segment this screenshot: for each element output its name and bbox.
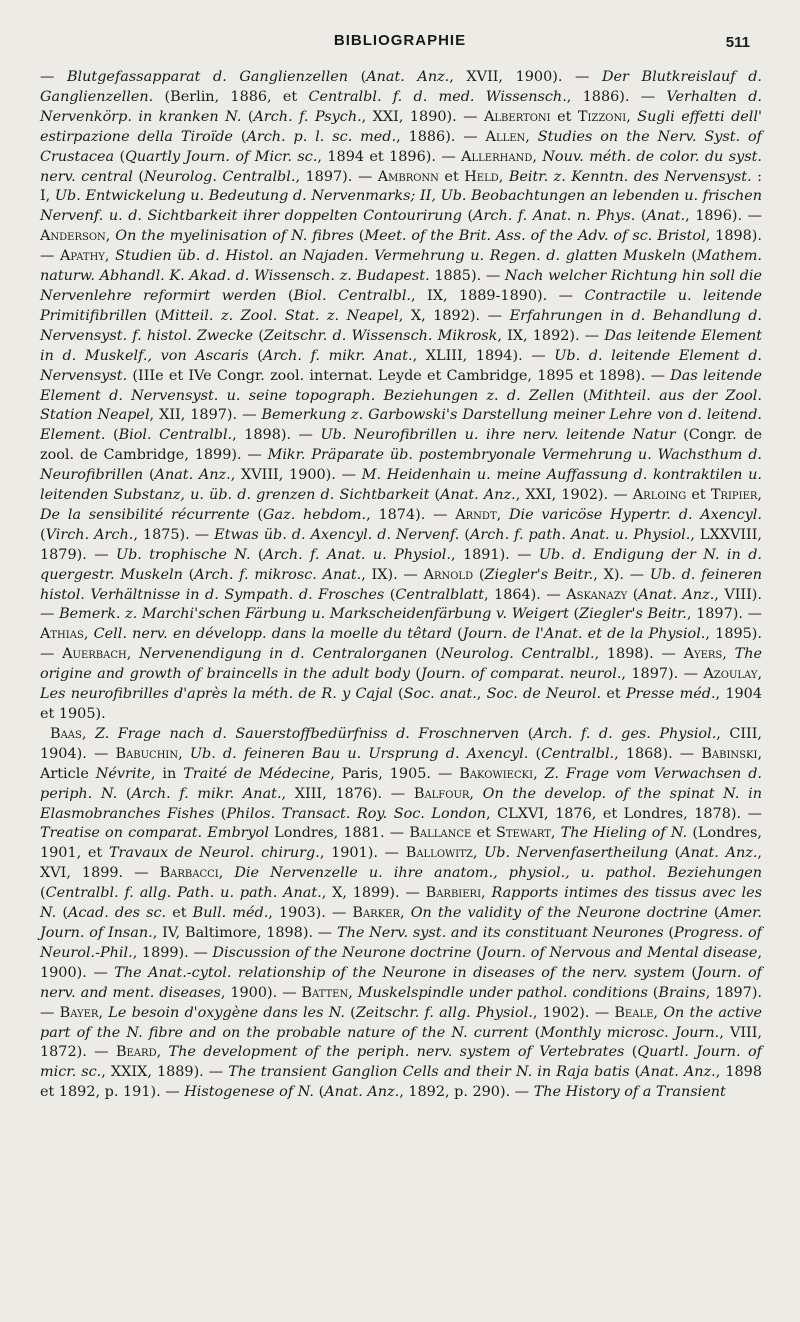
text-segment: ( (314, 1084, 325, 1101)
text-segment: Contractile u. leitende Primitifibrillen (40, 287, 762, 324)
text-segment: Acad. des sc. (67, 905, 167, 922)
text-segment: ( (105, 427, 119, 444)
text-segment: , 1886). — (396, 128, 486, 145)
text-segment: , 1897). — (621, 666, 704, 683)
text-segment: , LXXVIII, 1879). — (40, 526, 762, 563)
text-segment: ( (232, 128, 247, 145)
text-segment: , (476, 686, 487, 703)
text-segment: Le besoin d'oxygène dans les N. (108, 1004, 345, 1021)
text-segment: Mikr. Präparate üb. postembryonale Vermehrung u. Wachsthum d. Neurofibrillen (40, 447, 763, 484)
text-segment: Muskelspindle under pathol. conditions (357, 984, 648, 1001)
text-segment: Blutgefassapparat d. Ganglienzellen (66, 69, 349, 85)
text-segment: Ub. d. feineren histol. Verhältnisse in d. Sympath. d. Frosches (40, 566, 763, 603)
text-segment: Beard (115, 1044, 157, 1061)
text-segment: Brains (658, 984, 706, 1001)
text-segment: : I, (40, 168, 762, 205)
text-segment: , (400, 905, 411, 922)
text-segment: ( (276, 287, 294, 304)
text-segment: , 1895). — (40, 626, 762, 663)
text-segment: , 1904 et 1905). (40, 686, 762, 722)
text-segment: et IV (163, 367, 204, 384)
text-segment: , 1875). — (133, 526, 215, 543)
text-segment: Batten (301, 984, 349, 1001)
text-segment: (Berlin, 1886, et (153, 88, 309, 105)
text-segment: Nervenendigung in d. Centralorganen (139, 646, 428, 663)
text-segment: Z. Frage nach d. Sauerstoffbedürfniss d. Froschnerven (94, 725, 520, 742)
text-segment: Zeitschr. d. Wissensch. Mikrosk (263, 327, 498, 344)
text-segment: Soc. anat. (403, 686, 477, 703)
text-segment: Journ. of comparat. neurol. (421, 666, 622, 683)
text-segment: ( (427, 646, 441, 663)
text-segment: , (722, 646, 735, 663)
text-segment: Biol. Centralbl. (118, 427, 233, 444)
text-segment: , in (150, 765, 184, 782)
text-segment: Allerhand (461, 148, 533, 165)
text-segment: Arch. f. mikr. Anat. (262, 347, 413, 364)
text-segment: Mathem. naturw. Abhandl. K. Akad. d. Wissensch. z. Budapest. (40, 248, 762, 285)
text-segment: ( (461, 208, 474, 225)
text-segment: Quartl. Journ. of micr. sc. (40, 1044, 762, 1081)
text-segment: ( (629, 1064, 641, 1081)
text-segment: Arch. f. path. Anat. u. Physiol. (469, 526, 691, 543)
text-segment: , XXI, 1890). — (361, 108, 485, 125)
text-segment: , 1886). — (566, 88, 667, 105)
text-segment: ( (574, 387, 589, 404)
text-segment: Mitteil. z. Zool. Stat. z. Neapel (160, 307, 399, 324)
text-segment: ( (241, 108, 254, 125)
text-segment: Treatise on comparat. Embryol (40, 825, 269, 842)
text-segment: Ub. trophische N. (115, 546, 251, 563)
text-segment: , (653, 1004, 664, 1021)
text-segment: Ayers (683, 646, 723, 663)
text-segment: ( (635, 208, 647, 225)
text-segment: Barbacci (159, 865, 219, 882)
text-segment: Progress. of Neurol.-Phil. (40, 924, 762, 961)
text-segment: Discussion of the Neurone doctrine (212, 944, 472, 961)
text-segment: , 1897). — (686, 606, 762, 623)
bibliography-paragraph-a (40, 68, 762, 725)
text-segment: Ub. d. feineren Bau u. Ursprung d. Axencyl. (189, 745, 529, 762)
text-segment: Neurolog. Centralbl. (440, 646, 595, 663)
text-segment: Bemerkung z. Garbowski's Darstellung meiner Lehre von d. leitend. Element. (40, 407, 762, 444)
text-segment: , 1864). — (483, 586, 567, 603)
text-segment: , IX). — (361, 566, 424, 583)
text-segment: The History of a Transient (533, 1084, 726, 1101)
text-segment: ( (348, 69, 367, 85)
text-segment: , (156, 1044, 169, 1061)
text-segment: Ziegler's Beitr. (484, 566, 594, 583)
bibliography-body (40, 68, 762, 1103)
text-segment: , XVII, 1900). — (449, 69, 602, 85)
text-segment: Journ. of nerv. and ment. diseases (40, 964, 762, 1001)
text-segment: ( (624, 1044, 638, 1061)
text-segment: Arndt (455, 506, 497, 523)
text-segment: , X). — (593, 566, 650, 583)
text-segment: Rapports intimes des tissus avec les N. (40, 885, 762, 922)
text-segment: Travaux de Neurol. chirurg. (108, 845, 320, 862)
text-segment: Arch. f. mikrosc. Anat. (194, 566, 362, 583)
text-segment: , 1898). — (40, 228, 762, 265)
text-segment: , 1894 et 1896). — (317, 148, 462, 165)
text-segment: Auerbach (62, 646, 127, 663)
text-segment: , (496, 506, 509, 523)
text-segment: Beitr. z. Kenntn. des Nervensyst. (508, 168, 752, 185)
text-segment: ( (56, 905, 68, 922)
text-segment: ( (182, 566, 195, 583)
text-segment: On the develop. of the spinat N. in Elasmobranches Fishes (40, 785, 762, 822)
bibliography-paragraph-b (40, 725, 762, 1103)
text-segment: ( (147, 307, 161, 324)
text-segment: Journ. of Nervous and Mental disease (481, 944, 758, 961)
text-segment: Centralbl. f. allg. Path. u. path. Anat. (45, 885, 322, 902)
text-segment: , IX, 1889-1890). — (411, 287, 585, 304)
text-segment: ( (685, 248, 697, 265)
text-segment: Neurolog. Centralbl. (143, 168, 296, 185)
text-segment: On the active part of the N. fibre and on the probable nature of the N. current (40, 1004, 762, 1041)
text-segment: , (83, 626, 94, 643)
text-segment: — (40, 69, 67, 85)
text-segment: (III (127, 367, 156, 384)
text-segment: Meet. of the Brit. Ass. of the Adv. of sc. Bristol (364, 228, 706, 245)
text-segment: Ub. d. leitende Element d. Nervensyst. (40, 347, 762, 384)
text-segment: , XIII, 1876). — (281, 785, 414, 802)
text-segment: Arch. f. mikr. Anat. (131, 785, 282, 802)
text-segment: ( (707, 905, 720, 922)
text-segment: ( (40, 526, 46, 543)
text-segment: e (203, 367, 212, 384)
text-segment: , (757, 487, 762, 504)
text-segment: Zeitschr. f. allg. Physiol. (355, 1004, 533, 1021)
text-segment: (Congr. de zool. de Cambridge, 1899). — (40, 427, 762, 464)
text-segment: , XLIII, 1894). — (412, 347, 555, 364)
text-segment: Anderson (40, 228, 106, 245)
text-segment: Anat. Anz. (440, 487, 516, 504)
text-segment: Ub. Neurofibrillen u. ihre nerv. leitende Natur (320, 427, 676, 444)
text-segment: , (757, 666, 763, 683)
text-segment: Barker (352, 905, 401, 922)
text-segment: , (98, 1004, 109, 1021)
text-segment: , 1900). — (220, 984, 302, 1001)
text-segment: Nouv. méth. de color. du syst. nerv. central (40, 148, 762, 185)
text-segment: ( (684, 964, 698, 981)
text-segment: , (105, 228, 116, 245)
text-segment: , 1901). — (319, 845, 406, 862)
text-segment: , XXI, 1902). — (515, 487, 633, 504)
text-segment: Les neurofibrilles d'après la méth. de R. y Cajal (40, 686, 393, 703)
text-segment: Anat. Anz. (366, 69, 450, 85)
text-segment: Babinski (701, 745, 758, 762)
text-segment: Die Nervenzelle u. ihre anatom., physiol., u. pathol. Beziehungen (234, 865, 762, 882)
text-segment: , 1897). — (40, 984, 763, 1021)
text-segment: ( (253, 327, 264, 344)
page-number: 511 (725, 34, 750, 51)
text-segment: ( (568, 606, 580, 623)
text-segment: , XVI, 1899. — (40, 845, 762, 882)
text-segment: Arch. f. Anat. n. Phys. (473, 208, 636, 225)
text-segment: Philos. Transact. Roy. Soc. London (226, 805, 487, 822)
text-segment: Anat. Anz. (154, 467, 231, 484)
text-segment: Stewart (496, 825, 551, 842)
text-segment: , VIII, 1872). — (40, 1024, 762, 1061)
text-segment: , (498, 168, 509, 185)
text-segment: Sugli effetti dell' estirpazione della Tiroïde (40, 108, 762, 145)
text-segment: Baas (50, 725, 82, 742)
text-segment: Bemerk. z. Marchi'schen Färbung u. Markscheidenfärbung v. Weigert (59, 606, 569, 623)
text-segment: Arch. f. Anat. u. Physiol. (263, 546, 451, 563)
text-segment: ( (663, 924, 675, 941)
text-segment: Held (464, 168, 499, 185)
text-segment: Mithteil. aus der Zool. Station Neapel (40, 387, 762, 424)
text-segment: , (550, 825, 561, 842)
text-segment: Das leitende Element in d. Muskelf., von Ascaris (40, 327, 763, 364)
text-segment: , 1899). — (132, 944, 213, 961)
text-segment: Monthly microsc. Journ. (540, 1024, 720, 1041)
text-segment: Apathy (60, 248, 105, 265)
text-segment: Traité de Médecine (183, 765, 331, 782)
text-segment: , CLXVI, 1876, et Londres, 1878). — (486, 805, 762, 822)
text-segment: The origine and growth of braincells in the adult body (40, 646, 762, 683)
text-segment: , 1892, p. 290). — (399, 1084, 534, 1101)
text-segment: Gaz. hebdom. (263, 506, 367, 523)
text-segment: ( (528, 745, 542, 762)
text-segment: Erfahrungen in d. Behandlung d. Nervensyst. f. histol. Zwecke (40, 307, 763, 344)
text-segment: , 1898). — (594, 646, 684, 663)
text-segment: M. Heidenhain u. meine Auffassung d. kontraktilen u. leitenden Substanz, u. üb. d. grenzen d. Sichtbarkeit (40, 467, 762, 504)
text-segment: Soc. de Neurol. (486, 686, 602, 703)
text-segment: Bayer (59, 1004, 99, 1021)
text-segment: Anat. Anz. (638, 586, 715, 603)
text-segment: The Hieling of N. (560, 825, 688, 842)
text-segment: Beale (614, 1004, 654, 1021)
text-segment: ( (114, 148, 126, 165)
text-segment: Biol. Centralbl. (293, 287, 411, 304)
text-segment: et (550, 108, 578, 125)
text-segment: The Anat.-cytol. relationship of the Neurone in diseases of the nerv. system (114, 964, 685, 981)
text-segment: , (525, 128, 538, 145)
text-segment: 1885). — (429, 268, 505, 285)
text-segment: Barbieri (425, 885, 482, 902)
text-segment: Verhalten d. Nervenkörp. in kranken N. (40, 88, 762, 125)
running-header (0, 30, 800, 56)
text-segment: , (626, 108, 638, 125)
text-segment: ( (429, 487, 441, 504)
text-segment: Ziegler's Beitr. (579, 606, 687, 623)
text-segment: Studien üb. d. Histol. an Najaden. Vermehrung u. Regen. d. glatten Muskeln (115, 248, 686, 265)
text-segment: Arch. p. l. sc. med. (246, 128, 397, 145)
text-segment: , (178, 745, 190, 762)
text-segment: Journ. de l'Anat. et de la Physiol. (462, 626, 706, 643)
text-segment: , 1891). — (450, 546, 539, 563)
text-segment: On the myelinisation of N. fibres (115, 228, 354, 245)
text-segment: Bakowiecki (459, 765, 534, 782)
text-segment: , IX, 1892). — (497, 327, 605, 344)
text-segment: ( (214, 805, 227, 822)
text-segment: , Article (40, 745, 763, 782)
text-segment: et (438, 168, 465, 185)
text-segment: , (348, 984, 358, 1001)
text-segment: , (533, 765, 545, 782)
text-segment: ( (344, 1004, 356, 1021)
text-segment: On the validity of the Neurone doctrine (410, 905, 708, 922)
text-segment: Quartly Journ. of Micr. sc. (125, 148, 318, 165)
text-segment: ( (528, 1024, 541, 1041)
text-segment: , (104, 248, 116, 265)
text-segment: , 1900). — (40, 944, 763, 981)
text-segment: , Paris, 1905. — (330, 765, 460, 782)
running-title: BIBLIOGRAPHIE (333, 32, 467, 49)
text-segment: , 1902). — (532, 1004, 615, 1021)
text-segment: Arch. f. Psych. (253, 108, 362, 125)
text-segment: Virch. Arch. (45, 526, 134, 543)
text-segment: Athias (40, 626, 84, 643)
text-segment: , X, 1899). — (321, 885, 426, 902)
text-segment: , 1868). — (614, 745, 702, 762)
text-segment: Ambronn (377, 168, 439, 185)
text-segment: ( (409, 666, 422, 683)
text-segment: Ub. d. Endigung der N. in d. quergestr. Muskeln (40, 546, 762, 583)
text-segment: , (126, 646, 140, 663)
text-segment: , (469, 785, 483, 802)
text-segment: , X, 1892). — (398, 307, 510, 324)
text-segment: Etwas üb. d. Axencyl. d. Nervenf. (214, 526, 460, 543)
text-segment: Histogenese of N. (184, 1084, 314, 1101)
text-segment: ( (248, 347, 263, 364)
text-segment: , (472, 845, 485, 862)
text-segment: ( (392, 686, 404, 703)
text-segment: ( (667, 845, 681, 862)
text-segment: , CIII, 1904). — (40, 725, 762, 762)
text-segment: Centralblatt (395, 586, 484, 603)
text-segment: Der Blutkreislauf d. Ganglienzellen. (40, 69, 762, 105)
text-segment: Anat. Anz. (324, 1084, 400, 1101)
text-segment: ( (40, 885, 46, 902)
text-segment: Z. Frage vom Verwachsen d. periph. N. (40, 765, 762, 802)
text-segment: , 1898 et 1892, p. 191). — (40, 1064, 762, 1101)
text-segment: ( (353, 228, 365, 245)
text-segment: Balfour (413, 785, 470, 802)
text-segment: , (532, 148, 543, 165)
text-segment: ( (132, 168, 144, 185)
text-segment: Anat. Anz. (680, 845, 758, 862)
text-segment: Das leitende Element d. Nervensyst. u. seine topograph. Beziehungen z. d. Zellen (40, 367, 762, 404)
text-segment: Askanazy (566, 586, 628, 603)
text-segment: Centralbl. (541, 745, 615, 762)
text-segment: ( (249, 506, 264, 523)
text-segment: Névrite (95, 765, 151, 782)
text-segment: De la sensibilité récurrente (40, 506, 250, 523)
text-segment: Anat. (646, 208, 686, 225)
text-segment: ( (647, 984, 659, 1001)
text-segment: Arloing (632, 487, 687, 504)
text-segment: Congr. zool. internat. Leyde et Cambridge, 1895 et 1898). — (211, 367, 671, 384)
text-segment: ( (384, 586, 396, 603)
text-segment: et (471, 825, 497, 842)
text-segment: Amer. Journ. of Insan. (40, 905, 762, 941)
text-segment: Centralbl. f. d. med. Wissensch. (308, 88, 567, 105)
text-segment: Studies on the Nerv. Syst. of Crustacea (40, 128, 763, 165)
text-segment: e (155, 367, 164, 384)
text-segment: , IV, Baltimore, 1898). — (152, 924, 337, 941)
text-segment: , VIII). — (40, 586, 762, 623)
text-segment: ( (519, 725, 534, 742)
text-segment: ( (459, 526, 470, 543)
text-segment: Die varicöse Hypertr. d. Axencyl. (508, 506, 762, 523)
text-segment: Nach welcher Richtung hin soll die Nervenlehre reformirt werden (40, 268, 762, 304)
text-segment: , 1874). — (366, 506, 456, 523)
text-segment: ( (471, 944, 482, 961)
text-segment: Ub. Entwickelung u. Bedeutung d. Nervenmarks; II, Ub. Beobachtungen an lebenden u. frischen Nervenf. u. d. Sichtbarkeit ihrer doppelten Contourirung (40, 188, 762, 225)
text-segment: Ub. Nervenfasertheilung (484, 845, 668, 862)
text-segment: Bull. méd. (192, 905, 269, 922)
text-segment: ( (250, 546, 264, 563)
text-segment: , (481, 885, 492, 902)
text-segment: Albertoni (484, 108, 551, 125)
text-segment: , XVIII, 1900). — (230, 467, 362, 484)
text-segment: ( (627, 586, 639, 603)
text-segment: Cell. nerv. en développ. dans la moelle du têtard (93, 626, 452, 643)
text-segment: ( (143, 467, 155, 484)
text-segment: et (601, 686, 626, 703)
text-segment: Allen (485, 128, 526, 145)
text-segment: et (166, 905, 193, 922)
text-segment: The development of the periph. nerv. system of Vertebrates (168, 1044, 625, 1061)
text-segment: Tripier (710, 487, 758, 504)
text-segment: Londres, 1881. — (268, 825, 410, 842)
text-segment: The Nerv. syst. and its constituant Neurones (336, 924, 664, 941)
text-segment: , XXIX, 1889). — (101, 1064, 229, 1081)
text-segment: Anat. Anz. (640, 1064, 716, 1081)
text-segment: , XII, 1897). — (149, 407, 262, 424)
text-segment: , 1897). — (295, 168, 378, 185)
text-segment: Babuchin (115, 745, 179, 762)
text-segment: Azoulay (703, 666, 758, 683)
text-segment: Arch. f. d. ges. Physiol. (533, 725, 717, 742)
text-segment: et (686, 487, 711, 504)
text-segment: Ballance (409, 825, 472, 842)
text-segment: Presse méd. (625, 686, 716, 703)
text-segment: ( (117, 785, 132, 802)
text-segment: ( (473, 566, 485, 583)
text-segment: Tizzoni (577, 108, 627, 125)
text-segment: , 1898). — (232, 427, 321, 444)
text-segment: ( (451, 626, 463, 643)
text-segment: , (218, 865, 235, 882)
text-segment: , (81, 725, 95, 742)
text-segment: , 1896). — (685, 208, 762, 225)
text-segment: Arnold (423, 566, 474, 583)
text-segment: , 1903). — (268, 905, 353, 922)
text-segment: The transient Ganglion Cells and their N. in Raja batis (228, 1064, 630, 1081)
text-segment: Ballowitz (405, 845, 473, 862)
text-segment: (Londres, 1901, et (40, 825, 763, 862)
